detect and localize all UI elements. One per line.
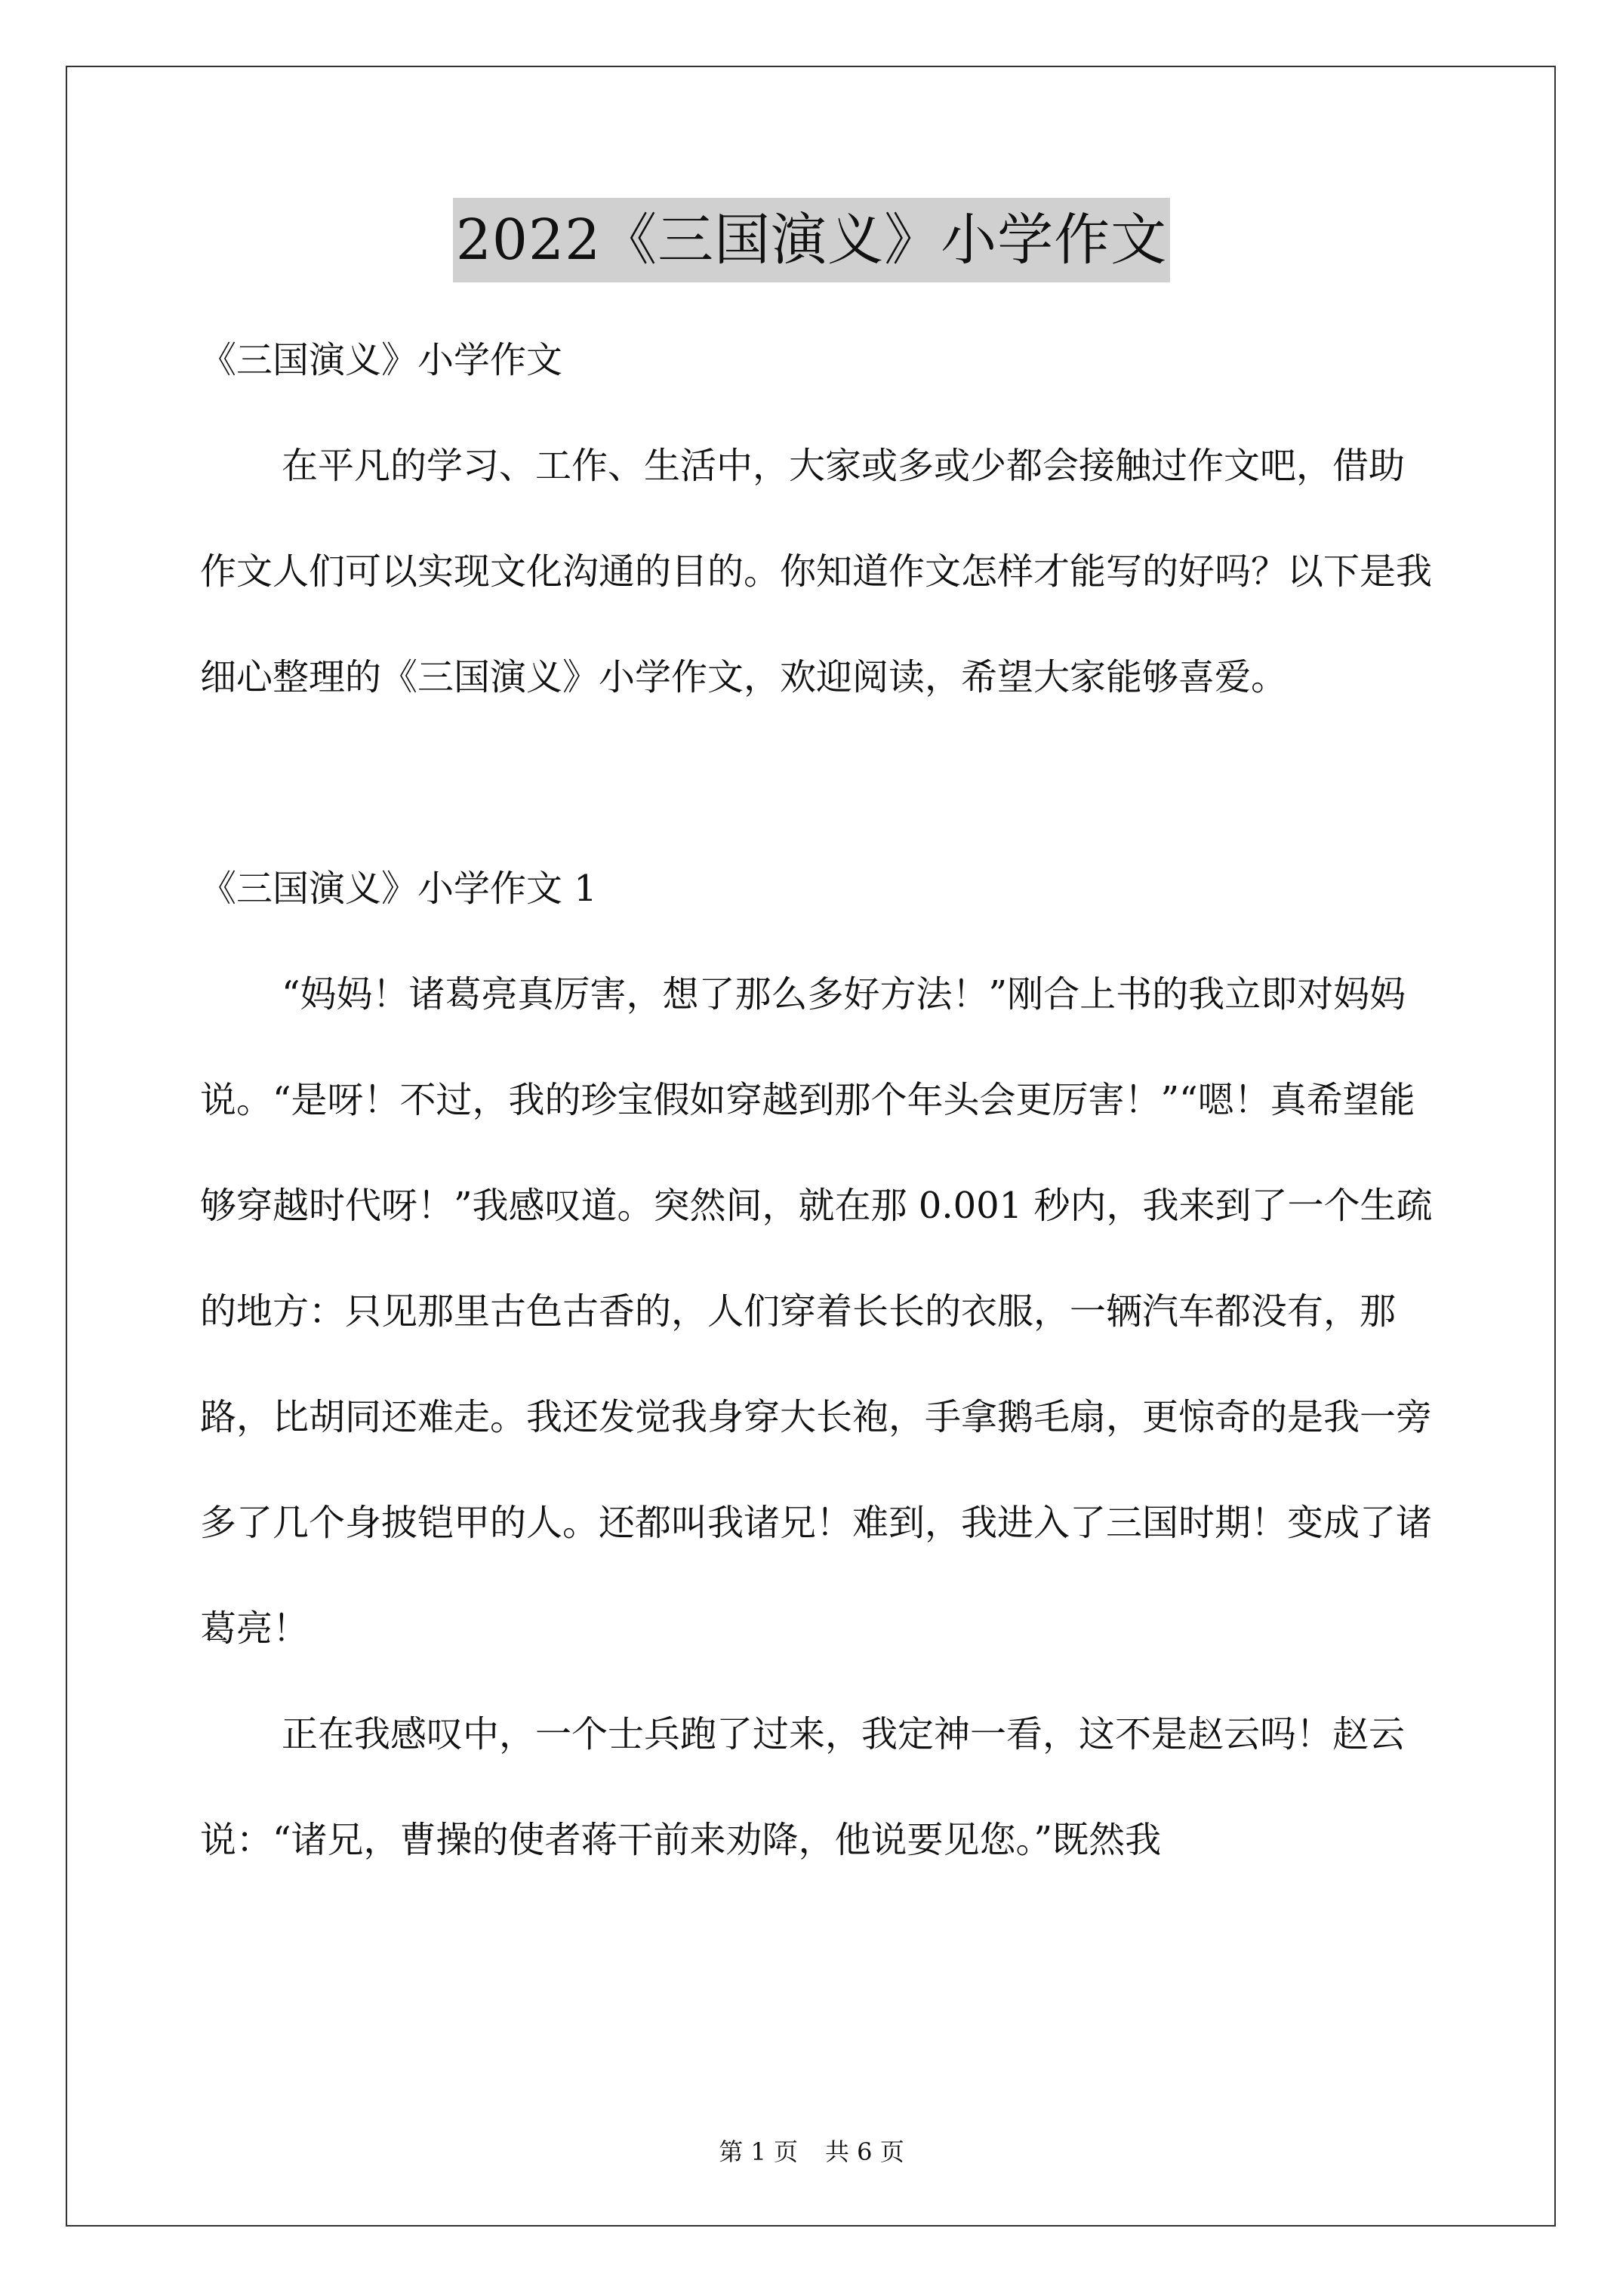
page-footer xyxy=(0,2137,1623,2167)
page-number: 第 1 页 xyxy=(719,2137,798,2166)
title-container xyxy=(0,198,1623,282)
body-paragraph: 正在我感叹中，一个士兵跑了过来，我定神一看，这不是赵云吗！赵云说：“诸兄，曹操的使者蒋干前来劝降，他说要见您。”既然我 xyxy=(200,1713,1406,1861)
section-heading: 《三国演义》小学作文 1 xyxy=(200,868,597,910)
body-paragraph: “妈妈！诸葛亮真厉害，想了那么多好方法！”刚合上书的我立即对妈妈说。“是呀！不过，我的珍宝假如穿越到那个年头会更厉害！”“嗯！真希望能够穿越时代呀！”我感叹道。突然间，就在那 0.001 秒内，我来到了一个生疏的地方：只见那里古色古香的，人们穿着长长的衣服，一辆汽车都没有，那路，比胡同还难走。我还发觉我身穿大长袍，手拿鹅毛扇，更惊奇的是我一旁多了几个身披铠甲的人。还都叫我诸兄！难到，我进入了三国时期！变成了诸葛亮！ xyxy=(200,973,1433,1650)
document-body xyxy=(200,307,1438,1893)
subtitle: 《三国演义》小学作文 xyxy=(200,339,563,381)
document-title: 2022《三国演义》小学作文 xyxy=(453,198,1170,282)
page-total: 共 6 页 xyxy=(825,2137,904,2166)
intro-paragraph: 在平凡的学习、工作、生活中，大家或多或少都会接触过作文吧，借助作文人们可以实现文化沟通的目的。你知道作文怎样才能写的好吗？以下是我细心整理的《三国演义》小学作文，欢迎阅读，希望大家能够喜爱。 xyxy=(200,445,1433,698)
